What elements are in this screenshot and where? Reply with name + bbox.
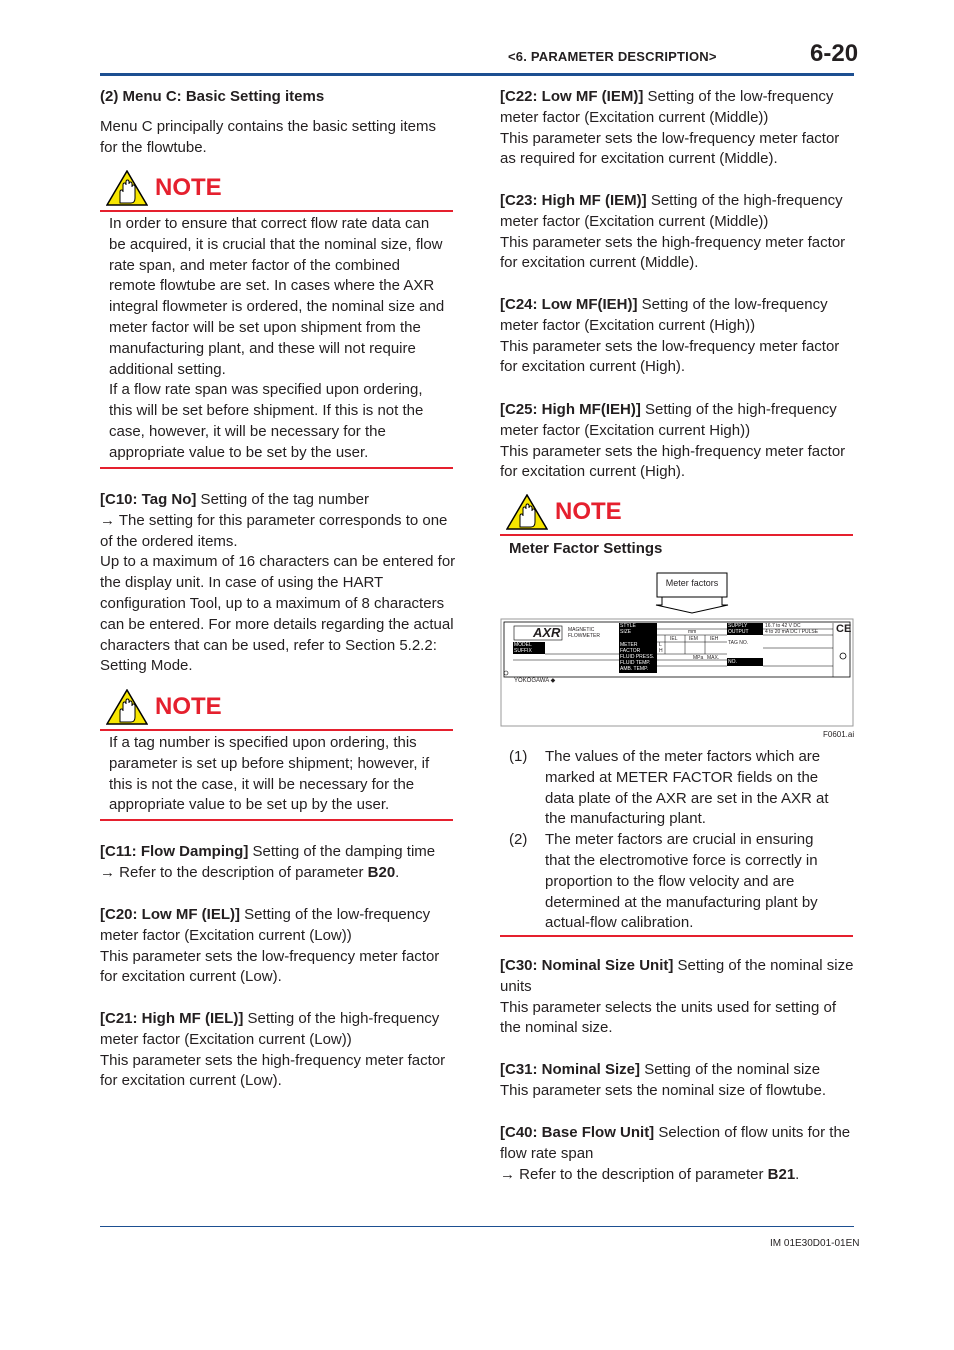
list-number: (1) <box>509 748 528 765</box>
page-number: 6-20 <box>810 40 859 67</box>
param-c31-desc: This parameter sets the nominal size of flowtube. <box>500 1081 826 1099</box>
ref-text: → Refer to the description of parameter <box>500 1165 768 1183</box>
list-item <box>509 830 829 934</box>
param-c11-ref <box>100 863 456 884</box>
param-title-rest: Setting of the nominal size <box>640 1061 821 1078</box>
field-style: STYLE <box>620 623 636 629</box>
param-c24-heading <box>500 295 856 337</box>
param-title: [C23: High MF (IEM)] <box>500 192 647 209</box>
param-title: [C21: High MF (IEL)] <box>100 1010 244 1027</box>
col-ieh: IEH <box>710 636 719 642</box>
row-l: L <box>659 642 662 648</box>
note-header <box>500 494 853 534</box>
note-subtitle: Meter Factor Settings <box>509 540 663 557</box>
param-c40-heading <box>500 1123 856 1165</box>
param-title-rest: Setting of the low-frequency meter factor (Excitation current (Low)) <box>100 906 431 944</box>
param-c31 <box>500 1060 856 1102</box>
param-title-rest: Selection of flow units for the flow rate span <box>500 1124 851 1162</box>
unit-mm: mm <box>688 629 697 635</box>
param-c22-desc: This parameter sets the low-frequency meter factor as required for excitation current (Middle). <box>500 129 840 168</box>
field-tag-no: TAG NO. <box>728 640 749 646</box>
param-title: [C40: Base Flow Unit] <box>500 1124 655 1141</box>
note-bottom-rule <box>500 935 853 937</box>
field-suffix: SUFFIX <box>514 648 532 654</box>
warning-hand-icon <box>106 170 148 206</box>
ref-param: B21 <box>767 1165 796 1183</box>
param-c10-ref: → The setting for this parameter corresponds to one of the ordered items. <box>100 511 448 550</box>
param-title-rest: Setting of the high-frequency meter factor (Excitation current High)) <box>500 401 837 439</box>
param-title-rest: Setting of the high-frequency meter factor (Excitation current (Middle)) <box>500 192 843 230</box>
param-c21 <box>100 1009 456 1092</box>
param-title-rest: Setting of the tag number <box>196 491 370 508</box>
param-c25 <box>500 400 856 483</box>
list-text: The values of the meter factors which are marked at METER FACTOR fields on the data plate of the AXR are set in the AXR at the manufacturing plant. <box>545 748 829 828</box>
param-c25-desc: This parameter sets the high-frequency meter factor for excitation current (High). <box>500 442 846 481</box>
unit-mpa: MPa <box>693 655 704 661</box>
note-label: NOTE <box>555 498 622 525</box>
ref-end: . <box>395 863 400 881</box>
note-label: NOTE <box>155 174 222 201</box>
note-header <box>100 689 453 729</box>
note-body <box>100 731 449 819</box>
param-c24 <box>500 295 856 378</box>
list-number: (2) <box>509 831 528 849</box>
brand-logo: AXR <box>533 625 561 640</box>
param-c22 <box>500 87 856 170</box>
product-line-2: FLOWMETER <box>568 633 600 639</box>
param-c10-heading <box>100 490 456 511</box>
field-size: SIZE <box>620 629 632 635</box>
note-bottom-rule <box>100 819 453 821</box>
param-c21-desc: This parameter sets the high-frequency meter factor for excitation current (Low). <box>100 1051 446 1090</box>
param-c20 <box>100 905 456 988</box>
menu-c-title: (2) Menu C: Basic Setting items <box>100 88 325 105</box>
ref-param: B20 <box>367 863 396 881</box>
param-c11-heading <box>100 842 456 863</box>
note-box-2 <box>100 689 453 821</box>
param-c25-heading <box>500 400 856 442</box>
param-c30 <box>500 956 856 1039</box>
data-plate-drawing <box>500 570 856 742</box>
model-suffix-labels <box>514 642 532 654</box>
param-title: [C22: Low MF (IEM)] <box>500 88 644 105</box>
param-c31-heading <box>500 1060 856 1081</box>
param-c40-ref <box>500 1165 856 1186</box>
yokogawa-logo: YOKOGAWA ◆ <box>514 678 556 684</box>
document-id: IM 01E30D01-01EN <box>770 1238 860 1249</box>
note-label: NOTE <box>155 693 222 720</box>
param-c40 <box>500 1123 856 1185</box>
field-factor: FACTOR <box>620 648 641 654</box>
note-paragraph: If a tag number is specified upon ordering, this parameter is set up before shipment; however, if this is not the case, it will be necessary for the appropriate value to be set up by the user. <box>109 734 430 814</box>
field-meter: METER <box>620 642 638 648</box>
param-title-rest: Setting of the low-frequency meter factor (Excitation current (Middle)) <box>500 88 834 126</box>
note-paragraph: In order to ensure that correct flow rate data can be acquired, it is crucial that the nominal size, flow rate span, and meter factor of the combined remote flowtube are set. In cases where the AXR integral flowmeter is ordered, the nominal size and meter factor will be set upon shipment from the manufacturing plant, and these will not require additional setting. <box>109 215 445 378</box>
ce-mark-icon: CE <box>836 623 852 635</box>
param-title-rest: Setting of the damping time <box>248 843 436 860</box>
callout-label: Meter factors <box>665 578 719 588</box>
footer-rule <box>100 1226 854 1227</box>
col-iem: IEM <box>689 636 698 642</box>
param-c11 <box>100 842 456 884</box>
param-c30-desc: This parameter selects the units used for setting of the nominal size. <box>500 998 836 1037</box>
meter-factor-list <box>509 747 829 934</box>
field-amb-temp: AMB. TEMP. <box>620 666 649 672</box>
field-no: NO. <box>728 659 737 665</box>
param-c22-heading <box>500 87 856 129</box>
param-title: [C24: Low MF(IEH)] <box>500 296 638 313</box>
product-line-1: MAGNETIC <box>568 627 595 633</box>
ref-text: → Refer to the description of parameter <box>100 863 368 881</box>
section-header: <6. PARAMETER DESCRIPTION> <box>508 49 717 64</box>
param-title-rest: Setting of the high-frequency meter factor (Excitation current (Low)) <box>100 1010 440 1048</box>
param-title: [C20: Low MF (IEL)] <box>100 906 240 923</box>
param-c20-heading <box>100 905 456 947</box>
param-title-rest: Setting of the nominal size units <box>500 957 854 995</box>
supply-value: 16.7 to 42 V DC <box>765 623 801 629</box>
param-c20-desc: This parameter sets the low-frequency meter factor for excitation current (Low). <box>100 947 440 986</box>
menu-c-intro: Menu C principally contains the basic setting items for the flowtube. <box>100 118 436 156</box>
data-plate-figure <box>500 570 856 742</box>
param-title: [C10: Tag No] <box>100 491 197 508</box>
field-supply: SUPPLY <box>728 623 748 629</box>
note-box-1 <box>100 170 453 469</box>
note-body <box>100 212 449 466</box>
label-max: MAX. <box>707 655 720 661</box>
note-box-3 <box>500 494 853 557</box>
param-title-rest: Setting of the low-frequency meter factor (Excitation current (High)) <box>500 296 828 334</box>
param-c23-desc: This parameter sets the high-frequency meter factor for excitation current (Middle). <box>500 233 846 272</box>
right-labels <box>728 623 749 635</box>
param-c23-heading <box>500 191 856 233</box>
field-output: OUTPUT <box>728 629 749 635</box>
param-c21-heading <box>100 1009 456 1051</box>
output-value: 4 to 20 mA DC / PULSE <box>765 629 819 635</box>
figure-id: F0601.ai <box>823 730 855 739</box>
note-bottom-rule <box>100 467 453 469</box>
list-item <box>509 747 829 830</box>
warning-hand-icon <box>106 689 148 725</box>
row-labels <box>659 642 663 654</box>
note-paragraph: If a flow rate span was specified upon ordering, this will be set before shipment. If this is not the case, however, it will be necessary for the appropriate value to be set by the user. <box>109 381 424 461</box>
note-header <box>100 170 453 210</box>
param-title: [C30: Nominal Size Unit] <box>500 957 674 974</box>
param-title: [C11: Flow Damping] <box>100 843 249 860</box>
param-c23 <box>500 191 856 274</box>
param-c10 <box>100 490 456 677</box>
middle-labels <box>620 623 654 672</box>
field-fluid-temp: FLUID TEMP. <box>620 660 651 666</box>
param-c24-desc: This parameter sets the low-frequency meter factor for excitation current (High). <box>500 337 840 376</box>
warning-hand-icon <box>506 494 548 530</box>
header-rule <box>100 73 854 76</box>
col-iel: IEL <box>670 636 678 642</box>
param-title: [C31: Nominal Size] <box>500 1061 641 1078</box>
param-title: [C25: High MF(IEH)] <box>500 401 641 418</box>
list-text: The meter factors are crucial in ensuring that the electromotive force is correctly in proportion to the flow velocity and are determined at the manufacturing plant by actual-flow calibration. <box>545 831 818 932</box>
row-h: H <box>659 648 663 654</box>
ref-end: . <box>795 1165 800 1183</box>
param-c10-desc: Up to a maximum of 16 characters can be entered for the display unit. In case of using the HART configuration Tool, up to a maximum of 8 characters can be entered. For more details regarding the actual characters that can be used, refer to Section 5.2.2: Setting Mode. <box>100 553 456 675</box>
product-name <box>568 627 600 639</box>
field-fluid-press: FLUID PRESS. <box>620 654 655 660</box>
param-c30-heading <box>500 956 856 998</box>
field-model: MODEL <box>514 642 532 648</box>
